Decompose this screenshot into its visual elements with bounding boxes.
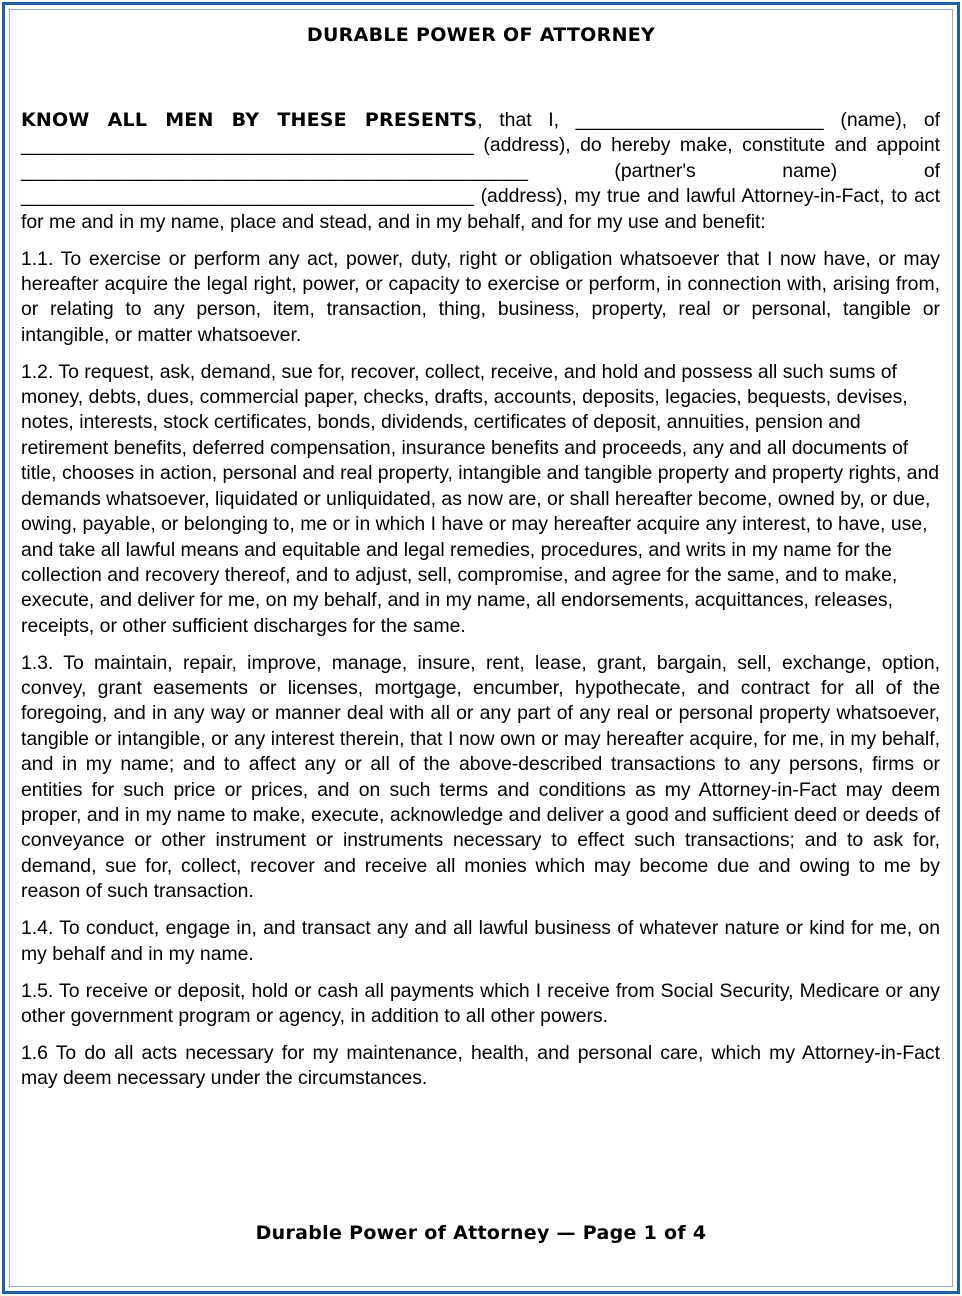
section-1-2: 1.2. To request, ask, demand, sue for, recover, collect, receive, and hold and possess all such sums of money, debts, dues, commercial paper, checks, drafts, accounts, deposits, legacies, bequests, devises, notes, interests, stock certificates, bonds, dividends, certificates of deposit, annuities, pension and retirement benefits, deferred compensation, insurance benefits and proceeds, any and all documents of title, chooses in action, personal and real property, intangible and tangible property and property rights, and demands whatsoever, liquidated or unliquidated, as now are, or shall hereafter become, owned by, or due, owing, payable, or belonging to, me or in which I have or may hereafter acquire any interest, to have, use, and take all lawful means and equitable and legal remedies, procedures, and writs in my name for the collection and recovery thereof, and to adjust, sell, compromise, and agree for the same, and to make, execute, and deliver for me, on my behalf, and in my name, all endorsements, acquittances, releases, receipts, or other sufficient discharges for the same. — [21, 360, 940, 637]
intro-paragraph — [21, 108, 940, 235]
document-body — [21, 108, 940, 1103]
section-1-5: 1.5. To receive or deposit, hold or cash all payments which I receive from Social Security, Medicare or any other government program or agency, in addition to all other powers. — [21, 979, 940, 1027]
page-footer: Durable Power of Attorney — Page 1 of 4 — [255, 1222, 707, 1244]
section-1-4: 1.4. To conduct, engage in, and transact any and all lawful business of whatever nature or kind for me, on my behalf and in my name. — [21, 917, 940, 965]
section-1-1: 1.1. To exercise or perform any act, power, duty, right or obligation whatsoever that I now have, or may hereafter acquire the legal right, power, or capacity to exercise or perform, in connection with, arising from, or relating to any person, item, transaction, thing, business, property, real or personal, tangible or intangible, or matter whatsoever. — [21, 247, 940, 346]
intro-lead: KNOW ALL MEN BY THESE PRESENTS — [21, 109, 478, 131]
document-title: DURABLE POWER OF ATTORNEY — [306, 24, 656, 46]
section-1-6: 1.6 To do all acts necessary for my maintenance, health, and personal care, which my Attorney-in-Fact may deem necessary under the circumstances. — [21, 1041, 940, 1090]
intro-body: , that I, _______________________ (name), of __________________________________________ (address), do hereby make, constitute and appoint _______________________________________________ (partner's name) of __________________________________________ (address), my true and lawful Attorney-in-Fact, to act for me and in my name, place and stead, and in my behalf, and for my use and benefit: — [21, 109, 940, 233]
section-1-3: 1.3. To maintain, repair, improve, manage, insure, rent, lease, grant, bargain, sell, exchange, option, convey, grant easements or licenses, mortgage, encumber, hypothecate, and contract for all of the foregoing, and in any way or manner deal with all or any part of any real or personal property whatsoever, tangible or intangible, or any interest therein, that I now own or may hereafter acquire, for me, in my behalf, and in my name; and to affect any or all of the above-described transactions to any persons, firms or entities for such price or prices, and on such terms and conditions as my Attorney-in-Fact may deem proper, and in my name to make, execute, acknowledge and deliver a good and sufficient deed or deeds of conveyance or other instrument or instruments necessary to effect such transactions; and to ask for, demand, sue for, collect, recover and receive all monies which may become due and owing to me by reason of such transaction. — [21, 651, 940, 903]
